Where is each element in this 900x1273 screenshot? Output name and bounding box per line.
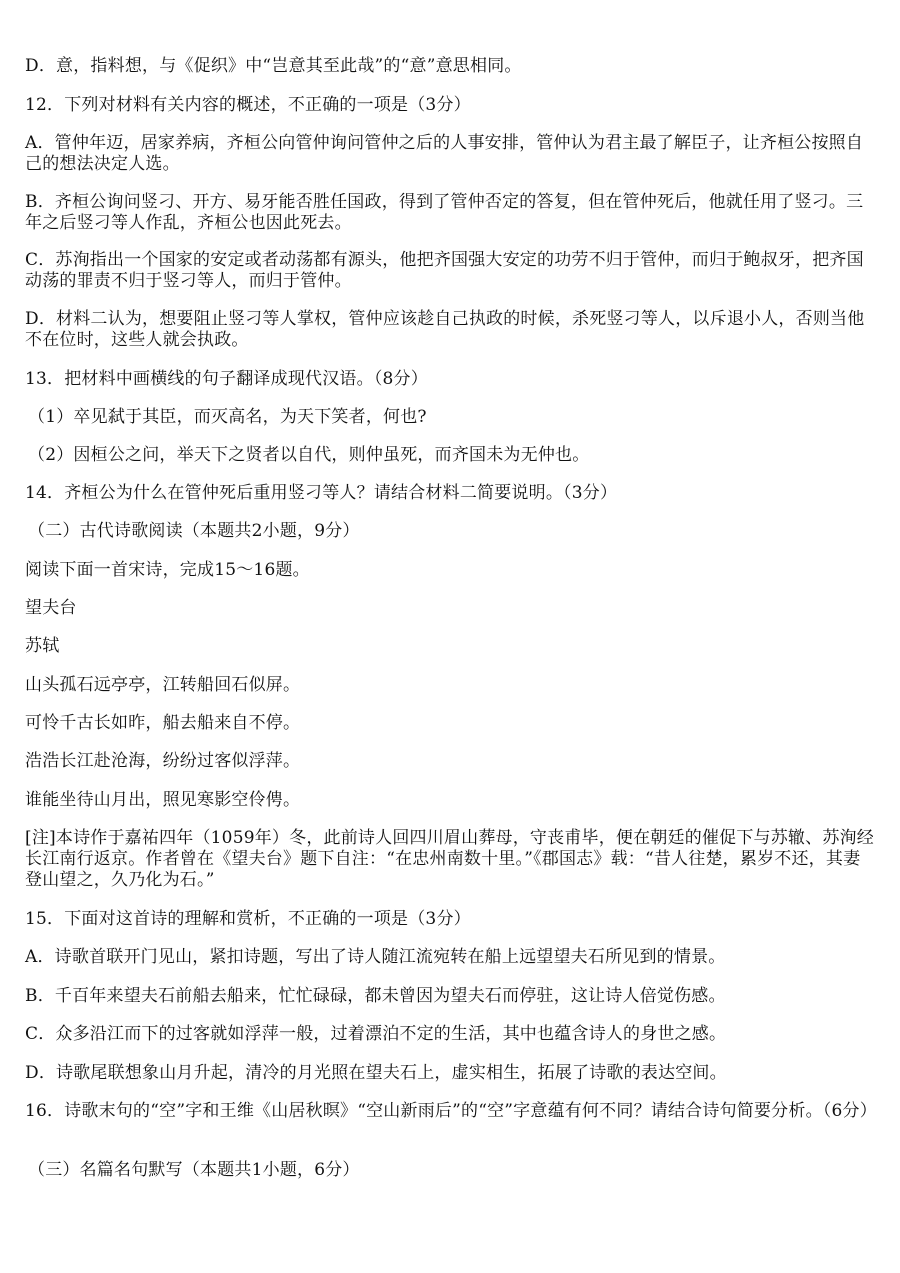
section-heading-poetry: （二）古代诗歌阅读（本题共2小题，9分）: [28, 521, 360, 541]
option-d-q11: D．意，指料想，与《促织》中“岂意其至此哉”的“意”意思相同。: [25, 56, 522, 76]
poem-title: 望夫台: [25, 598, 77, 618]
question-13-part-1: （1）卒见弑于其臣，而灭高名，为天下笑者，何也?: [28, 407, 427, 427]
poem-author: 苏轼: [25, 636, 60, 656]
poem-note: [注]本诗作于嘉祐四年（1059年）冬，此前诗人回四川眉山葬母，守丧甫毕，便在朝廷的催促下与苏辙、苏洵经长江南行返京。作者曾在《望夫台》题下自注：“在忠州南数十里。”《郡国志》载：“昔人往楚，累岁不还，其妻登山望之，久乃化为石。”: [25, 828, 874, 890]
question-15: 15．下面对这首诗的理解和赏析，不正确的一项是（3分）: [25, 909, 471, 929]
poem-line-1: 山头孤石远亭亭，江转船回石似屏。: [25, 675, 301, 695]
question-12: 12．下列对材料有关内容的概述，不正确的一项是（3分）: [25, 95, 471, 115]
option-a-q12: A．管仲年迈，居家养病，齐桓公向管仲询问管仲之后的人事安排，管仲认为君主最了解臣子，让齐桓公按照自己的想法决定人选。: [25, 133, 864, 174]
question-13: 13．把材料中画横线的句子翻译成现代汉语。（8分）: [25, 369, 428, 389]
option-b-q12: B．齐桓公询问竖刁、开方、易牙能否胜任国政，得到了管仲否定的答复，但在管仲死后，他就任用了竖刁。三年之后竖刁等人作乱，齐桓公也因此死去。: [25, 192, 864, 233]
question-16: 16．诗歌末句的“空”字和王维《山居秋暝》“空山新雨后”的“空”字意蕴有何不同？请结合诗句简要分析。（6分）: [25, 1101, 877, 1121]
poem-line-3: 浩浩长江赴沧海，纷纷过客似浮萍。: [25, 751, 301, 771]
option-d-q12: D．材料二认为，想要阻止竖刁等人掌权，管仲应该趁自己执政的时候，杀死竖刁等人，以斥退小人，否则当他不在位时，这些人就会执政。: [25, 309, 865, 350]
poem-line-4: 谁能坐待山月出，照见寒影空伶俜。: [25, 790, 301, 810]
option-a-q15: A．诗歌首联开门见山，紧扣诗题，写出了诗人随江流宛转在船上远望望夫石所见到的情景。: [25, 947, 726, 967]
option-c-q15: C．众多沿江而下的过客就如浮萍一般，过着漂泊不定的生活，其中也蕴含诗人的身世之感。: [25, 1024, 727, 1044]
reading-instruction: 阅读下面一首宋诗，完成15～16题。: [25, 560, 310, 580]
question-13-part-2: （2）因桓公之问，举天下之贤者以自代，则仲虽死，而齐国未为无仲也。: [28, 445, 590, 465]
section-heading-recitation: （三）名篇名句默写（本题共1小题，6分）: [28, 1160, 360, 1180]
option-b-q15: B．千百年来望夫石前船去船来，忙忙碌碌，都未曾因为望夫石而停驻，这让诗人倍觉伤感。: [25, 986, 726, 1006]
question-14: 14．齐桓公为什么在管仲死后重用竖刁等人？请结合材料二简要说明。（3分）: [25, 483, 618, 503]
option-d-q15: D．诗歌尾联想象山月升起，清冷的月光照在望夫石上，虚实相生，拓展了诗歌的表达空间。: [25, 1063, 727, 1083]
option-c-q12: C．苏洵指出一个国家的安定或者动荡都有源头，他把齐国强大安定的功劳不归于管仲，而归于鲍叔牙，把齐国动荡的罪责不归于竖刁等人，而归于管仲。: [25, 250, 864, 291]
poem-line-2: 可怜千古长如昨，船去船来自不停。: [25, 713, 301, 733]
